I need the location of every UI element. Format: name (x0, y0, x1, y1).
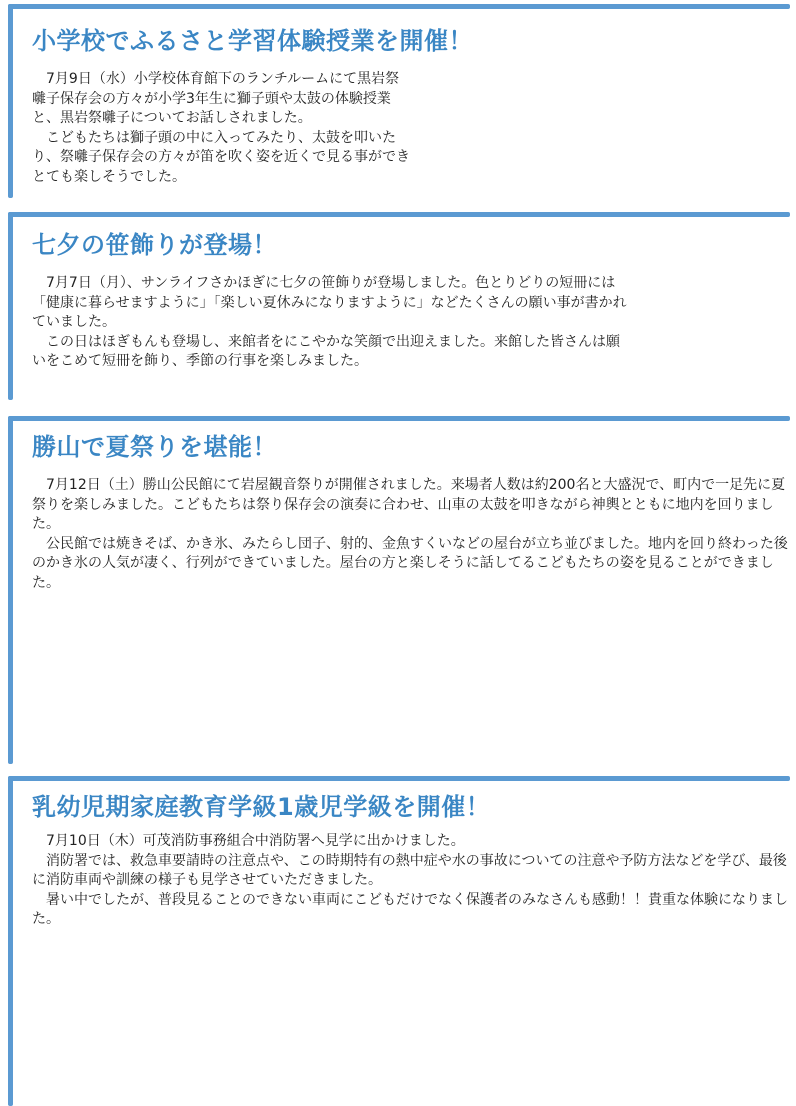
article-paragraph: 7月7日（月）、サンライフさかほぎに七夕の笹飾りが登場しました。色とりどりの短冊には「健康に暮らせますように」「楽しい夏休みになりますように」などたくさんの願い事が書かれていました。 (32, 275, 627, 330)
article-paragraph: 公民館では焼きそば、かき氷、みたらし団子、射的、金魚すくいなどの屋台が立ち並びました。地内を回り終わった後のかき氷の人気が凄く、行列ができていました。屋台の方と楽しそうに話してるこどもたちの姿を見ることができました。 (32, 535, 788, 591)
section-top-border (8, 776, 790, 781)
section-top-border (8, 416, 790, 421)
section-left-border (8, 776, 13, 1106)
article-body (32, 476, 788, 593)
article-paragraph: 消防署では、救急車要請時の注意点や、この時期特有の熱中症や水の事故についての注意や予防方法などを学び、最後に消防車両や訓練の様子も見学させていただきました。 (32, 852, 787, 888)
article-paragraph: 7月10日（木）可茂消防事務組合中消防署へ見学に出かけました。 (46, 833, 465, 849)
article-school-experience (0, 4, 796, 204)
article-title: 小学校でふるさと学習体験授業を開催！ (32, 27, 473, 55)
section-left-border (8, 4, 13, 198)
article-paragraph: この日はほぎもんも登場し、来館者をにこやかな笑顔で出迎えました。来館した皆さんは願いをこめて短冊を飾り、季節の行事を楽しみました。 (32, 333, 620, 369)
section-top-border (8, 212, 790, 217)
article-summer-festival (0, 416, 796, 768)
section-left-border (8, 416, 13, 764)
article-paragraph: 暑い中でしたが、普段見ることのできない車両にこどもだけでなく保護者のみなさんも感動！！貴重な体験になりました。 (32, 891, 788, 927)
article-body (32, 274, 630, 372)
article-paragraph: 7月9日（水）小学校体育館下のランチルームにて黒岩祭囃子保存会の方々が小学3年生に獅子頭や太鼓の体験授業と、黒岩祭囃子についてお話しされました。 (32, 71, 400, 126)
article-paragraph: 7月12日（土）勝山公民館にて岩屋観音祭りが開催されました。来場者人数は約200名と大盛況で、町内で一足先に夏祭りを楽しみました。こどもたちは祭り保存会の演奏に合わせ、山車の太鼓を叩きながら神輿とともに地内を回りました。 (32, 477, 786, 532)
section-top-border (8, 4, 790, 9)
article-title: 乳幼児期家庭教育学級1歳児学級を開催！ (32, 793, 491, 821)
article-paragraph: こどもたちは獅子頭の中に入ってみたり、太鼓を叩いたり、祭囃子保存会の方々が笛を吹く姿を近くで見る事ができとても楽しそうでした。 (32, 129, 410, 185)
article-body (32, 832, 788, 930)
article-body (32, 70, 410, 187)
section-left-border (8, 212, 13, 400)
article-title: 七夕の笹飾りが登場！ (32, 231, 277, 259)
article-toddler-class (0, 776, 796, 1106)
article-title: 勝山で夏祭りを堪能！ (32, 433, 277, 461)
article-tanabata (0, 212, 796, 412)
